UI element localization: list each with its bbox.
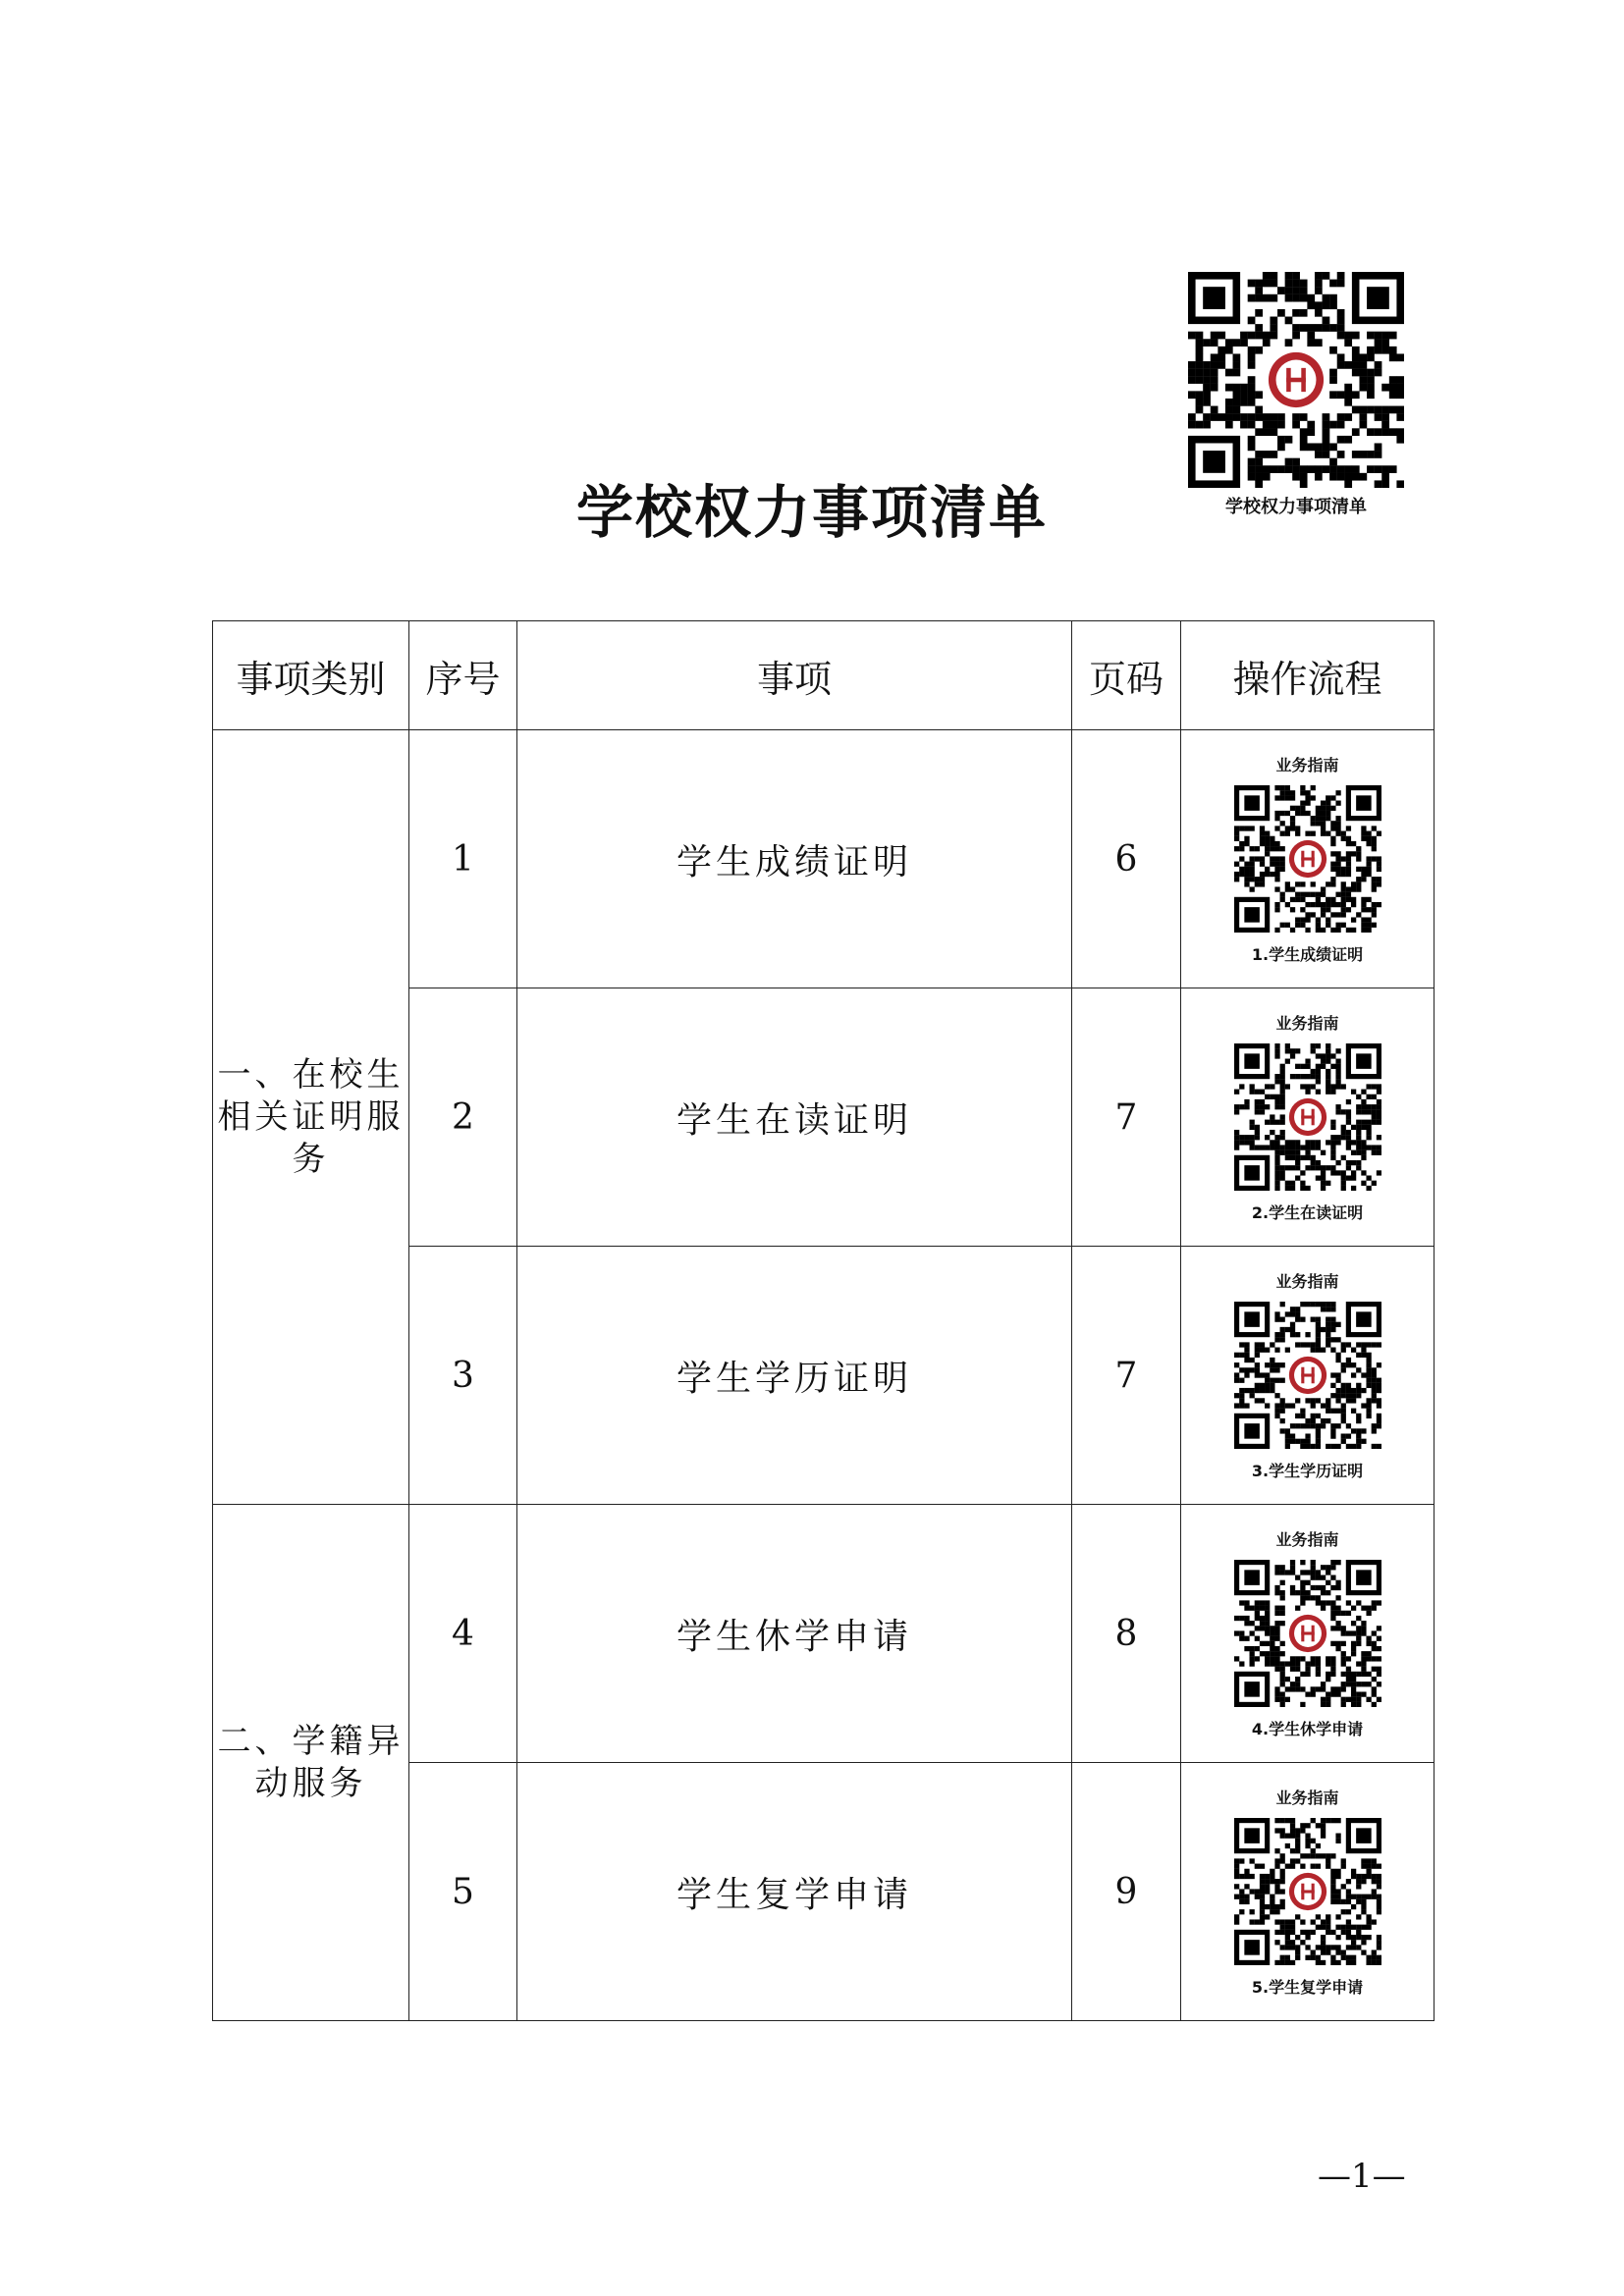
column-header-page: 页码 (1072, 621, 1181, 730)
row-number: 4 (409, 1505, 517, 1763)
process-cell (1181, 730, 1435, 988)
guide-qr-code[interactable] (1234, 785, 1381, 933)
category-cell: 二、学籍异动服务 (213, 1505, 409, 2021)
item-name: 学生休学申请 (517, 1505, 1072, 1763)
process-cell (1181, 1247, 1435, 1505)
guide-qr-code[interactable] (1234, 1043, 1381, 1191)
row-number: 3 (409, 1247, 517, 1505)
category-cell: 一、在校生相关证明服务 (213, 730, 409, 1505)
item-name: 学生成绩证明 (517, 730, 1072, 988)
process-cell (1181, 1763, 1435, 2021)
page-title: 学校权力事项清单 (575, 479, 1048, 546)
process-cell (1181, 1505, 1435, 1763)
guide-caption: 4.学生休学申请 (1251, 1720, 1364, 1738)
guide-caption: 3.学生学历证明 (1251, 1462, 1364, 1480)
process-cell (1181, 988, 1435, 1247)
guide-title: 业务指南 (1275, 756, 1339, 774)
page-number-cell: 9 (1072, 1763, 1181, 2021)
page-number-cell: 7 (1072, 988, 1181, 1247)
item-name: 学生复学申请 (517, 1763, 1072, 2021)
page-number-cell: 7 (1072, 1247, 1181, 1505)
guide-title: 业务指南 (1275, 1272, 1339, 1291)
column-header-number: 序号 (409, 621, 517, 730)
guide-caption: 5.学生复学申请 (1251, 1978, 1364, 1997)
row-number: 5 (409, 1763, 517, 2021)
guide-title: 业务指南 (1275, 1789, 1339, 1807)
qr-code-image (1188, 272, 1404, 488)
guide-caption: 1.学生成绩证明 (1251, 945, 1364, 964)
page-number: —1— (1318, 2157, 1406, 2196)
row-number: 2 (409, 988, 517, 1247)
item-name: 学生学历证明 (517, 1247, 1072, 1505)
column-header-category: 事项类别 (213, 621, 409, 730)
page-number-cell: 6 (1072, 730, 1181, 988)
table-header-row (213, 621, 1435, 730)
page-number-cell: 8 (1072, 1505, 1181, 1763)
guide-title: 业务指南 (1275, 1530, 1339, 1549)
table-row (213, 730, 1435, 988)
guide-caption: 2.学生在读证明 (1251, 1203, 1364, 1222)
column-header-process: 操作流程 (1181, 621, 1435, 730)
guide-title: 业务指南 (1275, 1014, 1339, 1033)
row-number: 1 (409, 730, 517, 988)
table-row (213, 1505, 1435, 1763)
power-items-table (212, 620, 1435, 2021)
guide-qr-code[interactable] (1234, 1302, 1381, 1449)
guide-qr-code[interactable] (1234, 1818, 1381, 1965)
item-name: 学生在读证明 (517, 988, 1072, 1247)
guide-qr-code[interactable] (1234, 1560, 1381, 1707)
qr-code-caption: 学校权力事项清单 (1225, 497, 1367, 517)
column-header-item: 事项 (517, 621, 1072, 730)
